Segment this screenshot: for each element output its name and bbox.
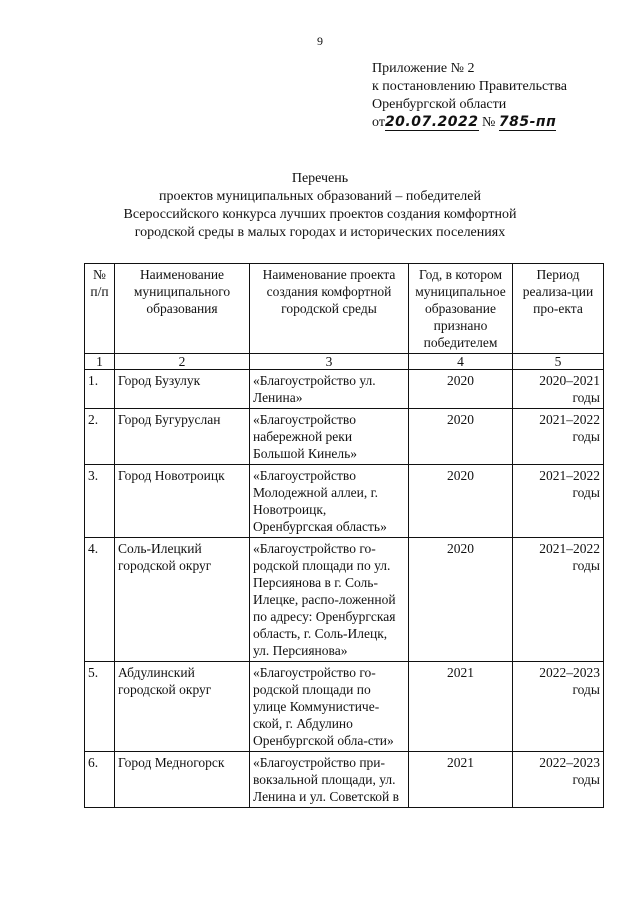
municipality-cell: Город Новотроицк <box>115 465 250 538</box>
table-row <box>85 752 604 808</box>
header-project: Наименование проекта создания комфортной городской среды <box>250 264 409 354</box>
row-number: 3. <box>85 465 115 538</box>
signed-date: 20.07.2022 <box>384 114 479 130</box>
appendix-date-line <box>372 114 567 132</box>
project-cell: «Благоустройство го-родской площади по улице Коммунистиче-ской, г. Абдулино Оренбургской обла-сти» <box>250 662 409 752</box>
year-cell: 2020 <box>409 538 513 662</box>
row-number: 6. <box>85 752 115 808</box>
row-number: 1. <box>85 370 115 409</box>
header-year: Год, в котором муниципальное образование признано победителем <box>409 264 513 354</box>
table-row <box>85 465 604 538</box>
period-cell: 2022–2023 годы <box>513 752 604 808</box>
row-number: 2. <box>85 409 115 465</box>
table-row <box>85 370 604 409</box>
table-header-row <box>85 264 604 354</box>
period-cell: 2022–2023 годы <box>513 662 604 752</box>
table-row <box>85 538 604 662</box>
table-row <box>85 409 604 465</box>
page-number: 9 <box>317 34 323 48</box>
column-number: 1 <box>85 354 115 370</box>
row-number: 4. <box>85 538 115 662</box>
municipality-cell: Абдулинский городской округ <box>115 662 250 752</box>
document-title <box>0 170 640 242</box>
header-period: Период реализа-ции про-екта <box>513 264 604 354</box>
appendix-block <box>372 60 567 132</box>
table-row <box>85 662 604 752</box>
municipality-cell: Город Медногорск <box>115 752 250 808</box>
period-cell: 2021–2022 годы <box>513 409 604 465</box>
year-cell: 2020 <box>409 409 513 465</box>
year-cell: 2020 <box>409 370 513 409</box>
municipality-cell: Соль-Илецкий городской округ <box>115 538 250 662</box>
project-cell: «Благоустройство при-вокзальной площади, ул. Ленина и ул. Советской в <box>250 752 409 808</box>
year-cell: 2020 <box>409 465 513 538</box>
appendix-line-3: Оренбургской области <box>372 97 507 112</box>
column-numbers-row <box>85 354 604 370</box>
project-cell: «Благоустройство Молодежной аллеи, г. Новотроицк, Оренбургская область» <box>250 465 409 538</box>
project-cell: «Благоустройство набережной реки Большой Кинель» <box>250 409 409 465</box>
municipality-cell: Город Бузулук <box>115 370 250 409</box>
row-number: 5. <box>85 662 115 752</box>
period-cell: 2021–2022 годы <box>513 465 604 538</box>
header-municipality: Наименование муниципального образования <box>115 264 250 354</box>
title-line-2: проектов муниципальных образований – победителей <box>159 189 481 204</box>
header-number: № п/п <box>85 264 115 354</box>
year-cell: 2021 <box>409 752 513 808</box>
projects-table <box>84 263 604 808</box>
appendix-line-1: Приложение № 2 <box>372 61 475 76</box>
project-cell: «Благоустройство го-родской площади по ул. Персиянова в г. Соль-Илецке, распо-ложенной по адресу: Оренбургская область, г. Соль-Илецк, ул. Персиянова» <box>250 538 409 662</box>
number-prefix: № <box>482 115 496 130</box>
period-cell: 2021–2022 годы <box>513 538 604 662</box>
column-number: 2 <box>115 354 250 370</box>
appendix-line-2: к постановлению Правительства <box>372 79 568 94</box>
column-number: 3 <box>250 354 409 370</box>
column-number: 4 <box>409 354 513 370</box>
title-line-3: Всероссийского конкурса лучших проектов создания комфортной <box>123 207 517 222</box>
project-cell: «Благоустройство ул. Ленина» <box>250 370 409 409</box>
title-line-4: городской среды в малых городах и исторических поселениях <box>134 225 506 240</box>
period-cell: 2020–2021 годы <box>513 370 604 409</box>
column-number: 5 <box>513 354 604 370</box>
municipality-cell: Город Бугуруслан <box>115 409 250 465</box>
signed-number: 785-пп <box>498 114 557 130</box>
date-prefix: от <box>372 115 385 130</box>
year-cell: 2021 <box>409 662 513 752</box>
title-line-1: Перечень <box>291 171 349 186</box>
